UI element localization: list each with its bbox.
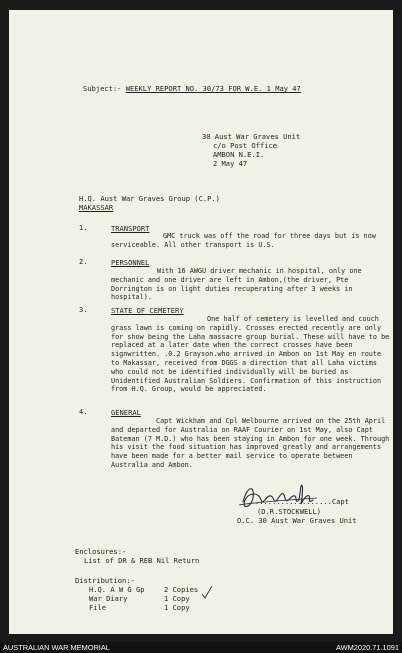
distribution-row-3-to: File	[89, 603, 107, 612]
document-page	[9, 10, 393, 634]
archive-footer-bar	[0, 642, 402, 653]
section-2-body: With 16 AWGU driver mechanic in hospital, only one mechanic and one driver are left in Ambon,(the driver, Pte Dorrington is on light duties recuperating after 3 weeks in hospital).	[111, 267, 362, 302]
from-address-line-3: AMBON N.E.I.	[213, 150, 265, 159]
footer-accession-number: AWM2020.71.1091	[336, 643, 399, 652]
enclosures-item: List of DR & REB Nil Return	[84, 556, 200, 565]
section-3-number: 3.	[79, 306, 88, 314]
distribution-row-2-copies: 1 Copy	[164, 594, 190, 603]
section-2-heading: PERSONNEL	[111, 258, 150, 267]
section-3-body: One half of cemetery is levelled and couch grass lawn is coming on rapidly. Crosses erected recently are only for show being the Laha massacre group burial. These will have to be replaced at a later date when the correct crosses have been signwritten. .0.2 Grayson.who arrived in Ambon on 1st May en route to Makassar, received from DGGS a direction that all Laha victims who could not be identified individually will be buried as Unidentified Australian Soldiers. Confirmation of this instruction from H.Q. Group, would be appreciated.	[111, 315, 390, 394]
section-1-body: GMC truck was off the road for three days but is now serviceable. All other transport is U.S.	[111, 232, 376, 249]
from-address-line-2: c/o Post Office	[213, 141, 278, 150]
section-4-heading: GENERAL	[111, 408, 141, 417]
distribution-row-3-copies: 1 Copy	[164, 603, 190, 612]
section-4-body: Capt Wickham and Cpl Welbourne arrived on the 25th April and departed for Australia on RAAF Courier on 1st May, also Capt Bateman (7 M.D.) who has been staying in Ambon for one week. Through his visit the food situation has improved greatly and arrangements have been made for a better mail service to operate between Australia and Ambon.	[111, 417, 390, 469]
section-1-heading: TRANSPORT	[111, 224, 150, 233]
signature-rank-line: ..................Capt	[255, 497, 349, 506]
distribution-row-1-copies: 2 Copies	[164, 585, 199, 594]
section-1-number: 1.	[79, 224, 88, 232]
signatory-unit: O.C. 30 Aust War Graves Unit	[237, 516, 357, 525]
section-4-number: 4.	[79, 408, 88, 416]
from-address-date: 2 May 47	[213, 159, 248, 168]
distribution-label: Distribution:-	[75, 576, 135, 585]
distribution-row-2-to: War Diary	[89, 594, 128, 603]
tick-mark-icon	[201, 585, 213, 599]
to-address-line-2: MAKASSAR	[79, 203, 114, 212]
from-address-line-1: 30 Aust War Graves Unit	[202, 132, 301, 141]
subject-label: Subject:-	[83, 84, 122, 93]
footer-institution: AUSTRALIAN WAR MEMORIAL	[3, 643, 110, 652]
section-3-heading: STATE OF CEMETERY	[111, 306, 184, 315]
to-address-line-1: H.Q. Aust War Graves Group (C.P.)	[79, 194, 220, 203]
section-2-number: 2.	[79, 258, 88, 266]
distribution-row-1-to: H.Q. A W G Gp	[89, 585, 145, 594]
subject-text: WEEKLY REPORT NO. 30/73 FOR W.E. 1 May 47	[125, 84, 301, 93]
signatory-name: (D.R.STOCKWELL)	[257, 507, 322, 516]
subject-line	[83, 84, 301, 93]
enclosures-label: Enclosures:-	[75, 547, 127, 556]
